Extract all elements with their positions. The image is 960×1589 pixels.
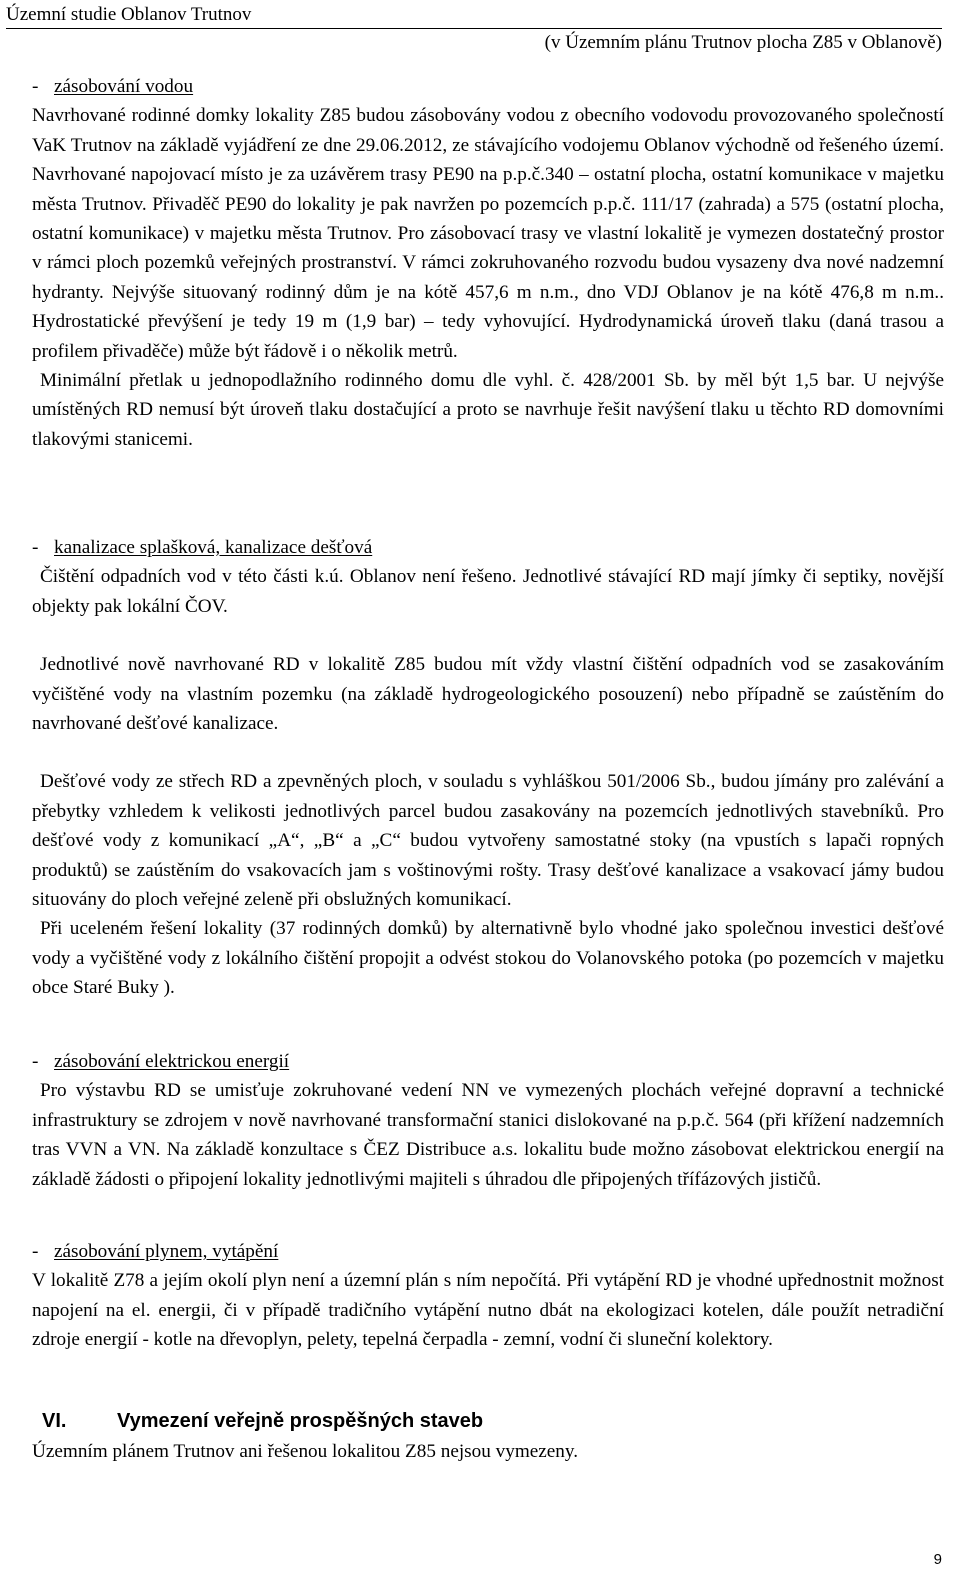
sewer-section [32,533,944,1003]
sewer-paragraph-1: Čištění odpadních vod v této části k.ú. Oblanov není řešeno. Jednotlivé stávající RD mají jímky či septiky, novější objekty pak lokální ČOV. [32,566,944,617]
sewer-heading: - kanalizace splašková, kanalizace dešťová [32,537,373,558]
electric-paragraph-1: Pro výstavbu RD se umisťuje zokruhované vedení NN ve vymezených plochách veřejné dopravní a technické infrastruktury se zdrojem v nově navrhované transformační stanici dislokované na p.p.č. 564 (při křížení nadzemních tras VVN a VN. Na základě konzultace s ČEZ Distribuce a.s. lokalitu bude možno zásobovat elektrickou energií na základě žádosti o připojení lokality jednotlivými majiteli s úhradou dle připojených třífázových jističů. [32,1080,944,1190]
sewer-paragraph-4: Při uceleném řešení lokality (37 rodinných domků) by alternativně bylo vhodné jako společnou investici dešťové vody a vyčištěné vody z lokálního čištění propojit a odvést stokou do Volanovského potoka (po pozemcích v majetku obce Staré Buky ). [32,918,944,999]
sewer-paragraph-2: Jednotlivé nově navrhované RD v lokalitě Z85 budou mít vždy vlastní čištění odpadních vod se zasakováním vyčištěné vody na vlastním pozemku (na základě hydrogeologického posouzení) nebo případně se zaústěním do navrhované dešťové kanalizace. [32,654,944,735]
header-left: Územní studie Oblanov Trutnov [6,4,252,25]
water-paragraph-2: Minimální přetlak u jednopodlažního rodinného domu dle vyhl. č. 428/2001 Sb. by měl být 1,5 bar. U nejvýše umístěných RD nemusí být úroveň tlaku dostačující a proto se navrhuje řešit navýšení tlaku u těchto RD domovními tlakovými stanicemi. [32,370,944,450]
sewer-paragraph-3: Dešťové vody ze střech RD a zpevněných ploch, v souladu s vyhláškou 501/2006 Sb., budou jímány pro zalévání a přebytky vzhledem k velikosti jednotlivých parcel budou zasakovány na pozemcích jednotlivých stavebníků. Pro dešťové vody z komunikací „A“, „B“ a „C“ budou vytvořeny samostatné stoky (na vpustích s lapači ropných produktů) se zaústěním do vsakovacích jam s voštinovými rošty. Trasy dešťové kanalizace a vsakovací jámy budou situovány do ploch veřejné zeleně při obslužných komunikací. [32,771,944,911]
gas-section [32,1237,944,1355]
water-paragraph-1: Navrhované rodinné domky lokality Z85 budou zásobovány vodou z obecního vodovodu provozovaného společností VaK Trutnov na základě vyjádření ze dne 29.06.2012, ze stávajícího vodojemu Oblanov východně od řešeného území. Navrhované napojovací místo je za uzávěrem trasy PE90 na p.p.č.340 – ostatní plocha, ostatní komunikace v majetku města Trutnov. Přivaděč PE90 do lokality je pak navržen po pozemcích p.p.č. 111/17 (zahrada) a 575 (ostatní plocha, ostatní komunikace) v majetku města Trutnov. Pro zásobovací trasy ve vlastní lokalitě je vymezen dostatečný prostor v rámci ploch pozemků veřejných prostranství. V rámci zokruhovaného rozvodu budou vysazeny dva nové nadzemní hydranty. Nejvýše situovaný rodinný dům je na kótě 457,6 m n.m., dno VDJ Oblanov je na kótě 476,8 m n.m.. Hydrostatické převýšení je tedy 19 m (1,9 bar) – tedy vyhovující. Hydrodynamická úroveň tlaku (daná trasou a profilem přivaděče) může být řádově i o několik metrů. [32,105,944,362]
water-section [32,72,944,454]
section-6-text: Územním plánem Trutnov ani řešenou lokalitou Z85 nejsou vymezeny. [32,1441,579,1462]
section-6-number: VI. [42,1410,67,1432]
header-right: (v Územním plánu Trutnov plocha Z85 v Oblanově) [544,32,942,53]
section-6-heading [42,1410,483,1433]
electric-section [32,1047,944,1194]
gas-paragraph-1: V lokalitě Z78 a jejím okolí plyn není a územní plán s ním nepočítá. Při vytápění RD je vhodné upřednostnit možnost napojení na el. energii, či v případě tradičního vytápění nutno dbát na ekologizaci kotelen, dále použít netradiční zdroje energií - kotle na dřevoplyn, pelety, tepelná čerpadla - zemní, vodní či sluneční kolektory. [32,1270,944,1351]
section-6-title: Vymezení veřejně prospěšných staveb [117,1410,484,1432]
water-heading: - zásobování vodou [32,76,194,97]
electric-heading: - zásobování elektrickou energií [32,1051,290,1072]
gas-heading: - zásobování plynem, vytápění [32,1241,279,1262]
header-rule [6,28,942,29]
page-number: 9 [933,1551,942,1568]
